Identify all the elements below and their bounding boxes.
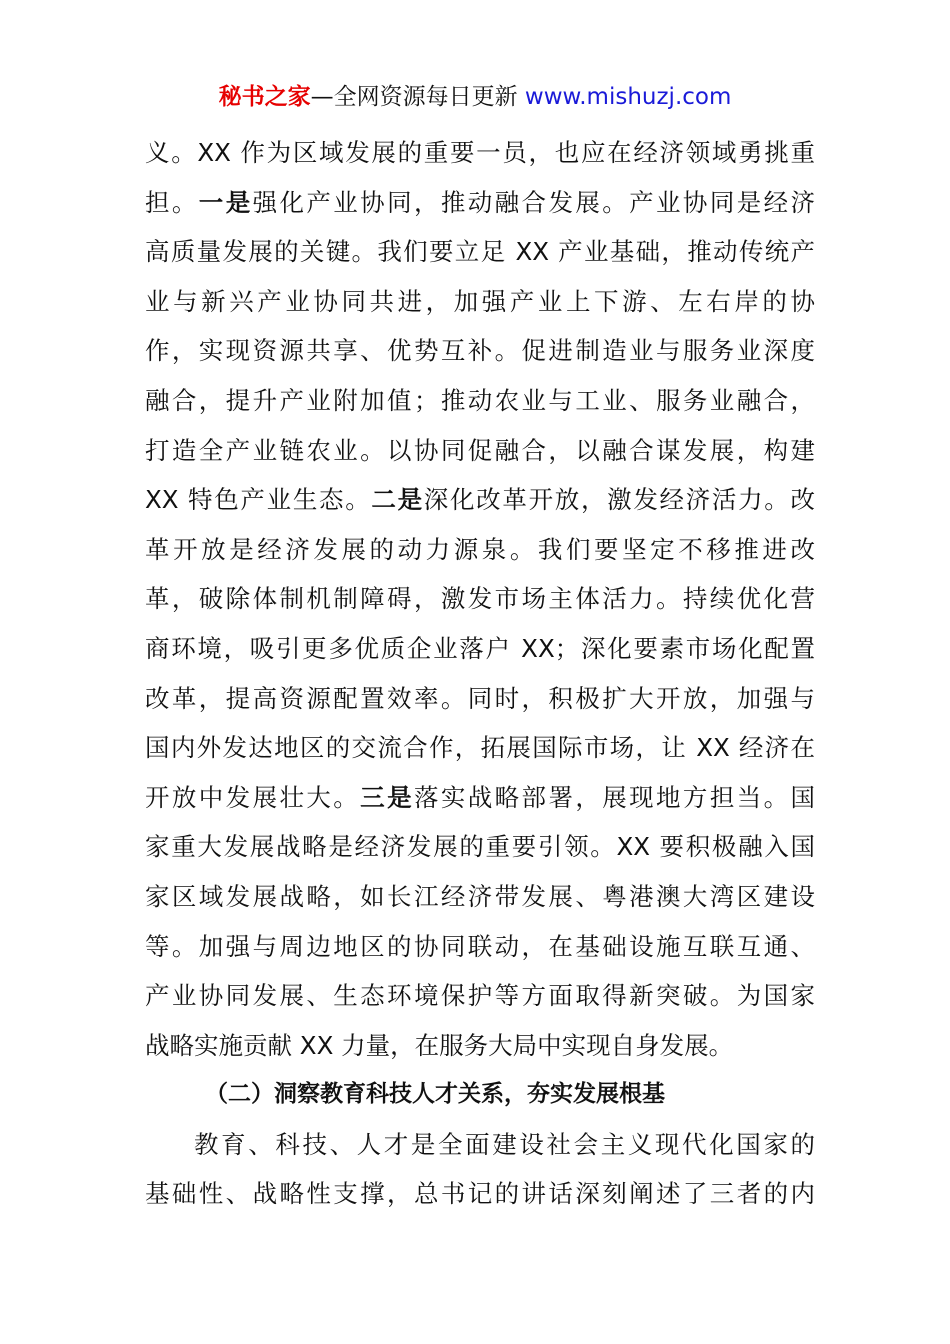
text-run: 作，实现资源共享、优势互补。促进制造业与服务业深度	[145, 336, 815, 366]
text-run: 义。XX 作为区域发展的重要一员，也应在经济领域勇挑重	[145, 138, 815, 167]
body-text-line	[145, 1120, 815, 1170]
body-text-line	[145, 574, 815, 624]
body-text-line	[145, 128, 815, 178]
text-run: 打造全产业链农业。以协同促融合，以融合谋发展，构建	[145, 435, 815, 465]
body-text-line	[145, 1169, 815, 1219]
bold-keyword: 二是	[371, 485, 424, 515]
text-run: 强化产业协同，推动融合发展。产业协同是经济	[252, 187, 815, 217]
text-run: 高质量发展的关键。我们要立足 XX 产业基础，推动传统产	[145, 237, 815, 267]
site-brand: 秘书之家	[218, 84, 311, 110]
body-text-line	[145, 475, 815, 525]
body-text-line	[145, 1021, 815, 1071]
text-run: 国内外发达地区的交流合作，拓展国际市场，让 XX 经济在	[145, 733, 815, 763]
text-run: 商环境，吸引更多优质企业落户 XX；深化要素市场化配置	[145, 633, 815, 663]
text-run: 等。加强与周边地区的协同联动，在基础设施互联互通、	[145, 931, 815, 961]
text-run: 产业协同发展、生态环境保护等方面取得新突破。为国家	[145, 981, 815, 1011]
body-text-line	[145, 674, 815, 724]
body-text-line	[145, 178, 815, 228]
text-run: 基础性、战略性支撑，总书记的讲话深刻阐述了三者的内	[145, 1179, 815, 1209]
document-body	[145, 128, 815, 1219]
body-text-line	[145, 326, 815, 376]
body-text-line	[145, 624, 815, 674]
body-text-line	[145, 822, 815, 872]
bold-keyword: 一是	[198, 187, 253, 217]
text-run: 改革，提高资源配置效率。同时，积极扩大开放，加强与	[145, 683, 815, 713]
body-text-line	[145, 227, 815, 277]
text-run: 业与新兴产业协同共进，加强产业上下游、左右岸的协	[145, 286, 815, 316]
body-text-line	[145, 426, 815, 476]
text-run: 战略实施贡献 XX 力量，在服务大局中实现自身发展。	[145, 1030, 734, 1060]
section-heading	[145, 1070, 815, 1120]
text-run: XX 特色产业生态。	[145, 485, 372, 515]
body-text-line	[145, 971, 815, 1021]
text-run: 家区域发展战略，如长江经济带发展、粤港澳大湾区建设	[145, 881, 815, 911]
site-url-link[interactable]: www.mishuzj.com	[524, 84, 732, 110]
bold-keyword: 三是	[360, 782, 414, 812]
body-text-line	[145, 773, 815, 823]
text-run: （二）洞察教育科技人才关系，夯实发展根基	[205, 1081, 665, 1108]
body-text-line	[145, 872, 815, 922]
body-text-line	[145, 723, 815, 773]
site-header	[0, 80, 950, 114]
text-run: 革开放是经济发展的动力源泉。我们要坚定不移推进改	[145, 534, 815, 564]
text-run: 教育、科技、人才是全面建设社会主义现代化国家的	[194, 1129, 815, 1159]
text-run: 深化改革开放，激发经济活力。改	[423, 485, 815, 515]
body-text-line	[145, 922, 815, 972]
text-run: 落实战略部署，展现地方担当。国	[413, 782, 815, 812]
body-text-line	[145, 525, 815, 575]
text-run: 开放中发展壮大。	[145, 782, 361, 812]
text-run: 家重大发展战略是经济发展的重要引领。XX 要积极融入国	[145, 832, 815, 862]
text-run: 担。	[145, 187, 199, 217]
body-text-line	[145, 277, 815, 327]
text-run: 融合，提升产业附加值；推动农业与工业、服务业融合，	[145, 385, 815, 415]
text-run: 革，破除体制机制障碍，激发市场主体活力。持续优化营	[145, 584, 815, 614]
body-text-line	[145, 376, 815, 426]
site-tagline: —全网资源每日更新	[310, 84, 518, 110]
